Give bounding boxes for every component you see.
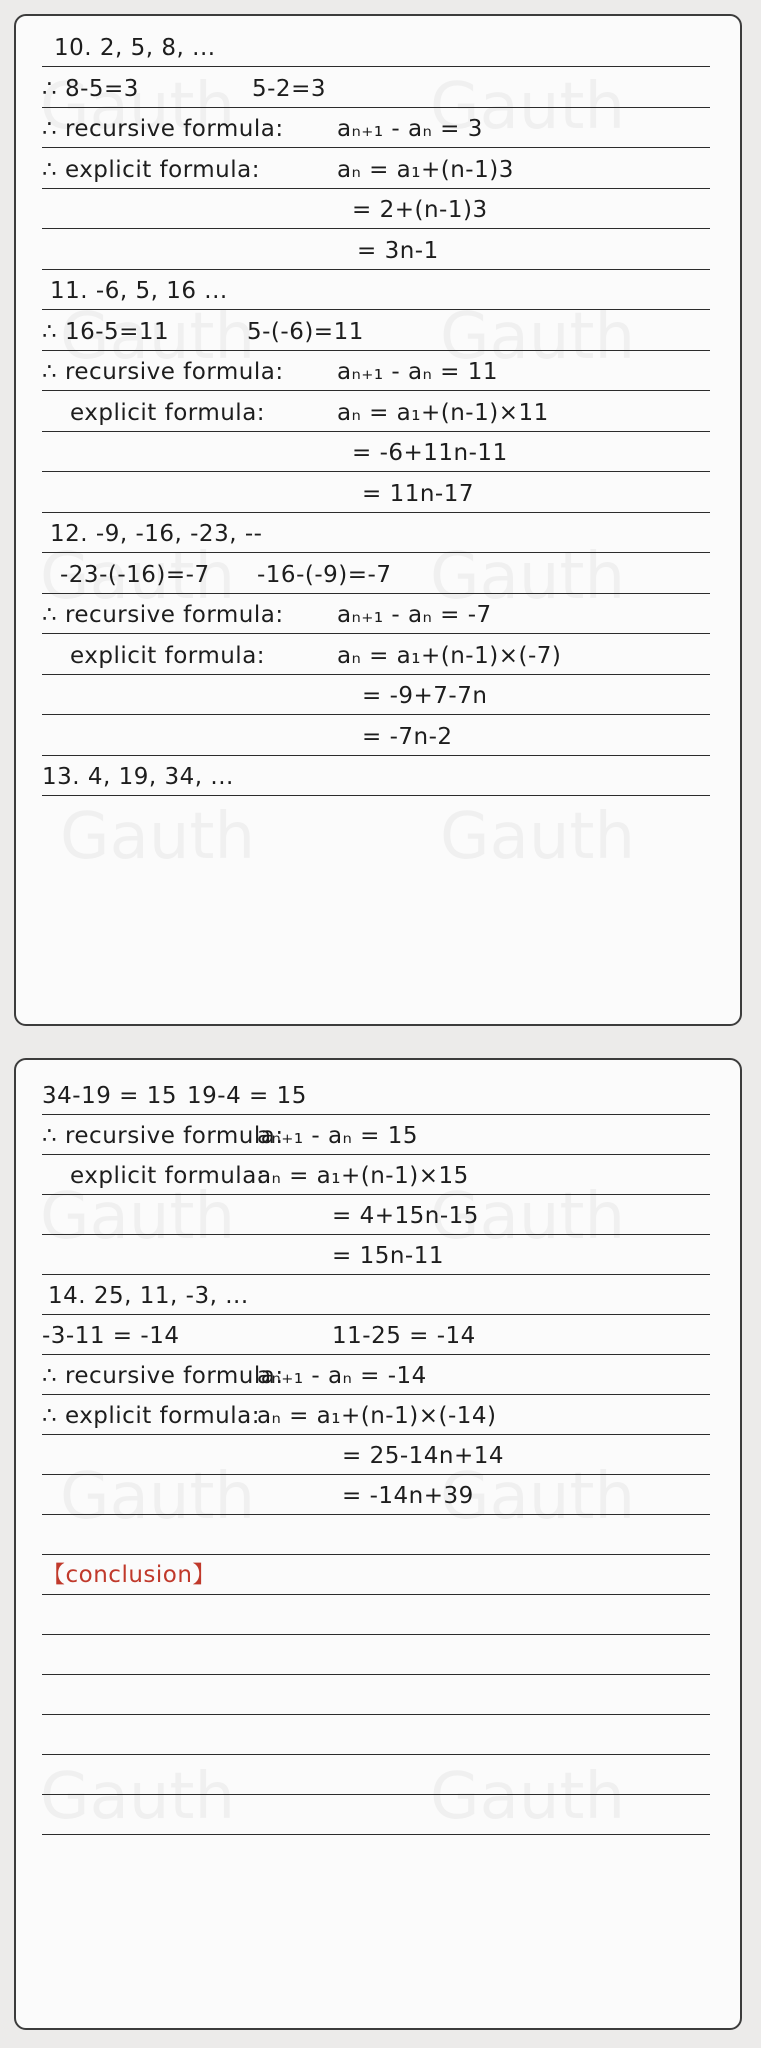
line-text-right: = 2+(n-1)3 (352, 197, 488, 223)
line-text-left: ∴ recursive formula: (42, 1363, 284, 1389)
card1-line-19 (42, 749, 710, 796)
line-text-right: 5-(-6)=11 (247, 318, 364, 345)
line-text-left: ∴ recursive formula: (42, 116, 284, 142)
watermark (440, 800, 635, 874)
line-text-right: 5-2=3 (252, 75, 326, 102)
line-text-left: 10. 2, 5, 8, ... (54, 35, 216, 61)
line-text-right: -16-(-9)=-7 (257, 561, 392, 588)
line-text-right: = 25-14n+14 (342, 1443, 505, 1469)
line-text-right: = -9+7-7n (362, 683, 488, 709)
line-text-right: aₙ₊₁ - aₙ = 3 (337, 116, 483, 142)
line-text-right: 11-25 = -14 (332, 1323, 476, 1349)
line-text-right: aₙ = a₁+(n-1)3 (337, 156, 514, 183)
line-text-right: aₙ₊₁ - aₙ = -7 (337, 602, 492, 628)
line-text-right: = 3n-1 (357, 237, 439, 264)
line-text-left: ∴ recursive formula: (42, 1123, 284, 1149)
line-text-right: = -6+11n-11 (352, 440, 508, 466)
line-text-left: explicit formula: (70, 642, 266, 669)
line-text-left: -23-(-16)=-7 (60, 561, 210, 588)
line-text-right: = 4+15n-15 (332, 1203, 479, 1229)
card2-line-19 (42, 1788, 710, 1835)
line-text-left: 13. 4, 19, 34, ... (42, 764, 234, 790)
line-text-right: aₙ = a₁+(n-1)×15 (257, 1163, 469, 1189)
line-text-right: aₙ = a₁+(n-1)×(-7) (337, 642, 562, 669)
line-text-left: 11. -6, 5, 16 ... (50, 278, 228, 304)
line-text-left: ∴ explicit formula: (42, 1403, 260, 1429)
line-text-right: aₙ₊₁ - aₙ = -14 (257, 1363, 427, 1389)
line-text-right: aₙ₊₁ - aₙ = 15 (257, 1123, 418, 1149)
line-text-right: = -14n+39 (342, 1483, 474, 1509)
watermark (60, 800, 255, 874)
line-text-right: aₙ = a₁+(n-1)×(-14) (257, 1403, 497, 1429)
line-text-right: aₙ = a₁+(n-1)×11 (337, 399, 549, 426)
line-text-left: 34-19 = 15 (42, 1083, 177, 1109)
line-text-right: 19-4 = 15 (187, 1083, 307, 1109)
line-text-left: 12. -9, -16, -23, -- (50, 521, 263, 547)
line-text-left: ∴ recursive formula: (42, 602, 284, 628)
line-text-right: = 15n-11 (332, 1243, 444, 1269)
line-text-left: ∴ recursive formula: (42, 359, 284, 385)
line-text-right: = -7n-2 (362, 723, 453, 750)
line-text-left: 14. 25, 11, -3, ... (48, 1283, 249, 1309)
line-text-left: ∴ 16-5=11 (42, 318, 170, 345)
line-text-left: 【conclusion】 (42, 1562, 216, 1588)
line-text-left: explicit formula: (70, 399, 266, 426)
line-text-left: ∴ explicit formula: (42, 156, 260, 183)
line-text-right: = 11n-17 (362, 480, 474, 507)
line-text-left: explicit formula: (70, 1163, 266, 1189)
line-text-right: aₙ₊₁ - aₙ = 11 (337, 359, 498, 385)
line-text-left: -3-11 = -14 (42, 1323, 180, 1349)
line-text-left: ∴ 8-5=3 (42, 75, 139, 102)
